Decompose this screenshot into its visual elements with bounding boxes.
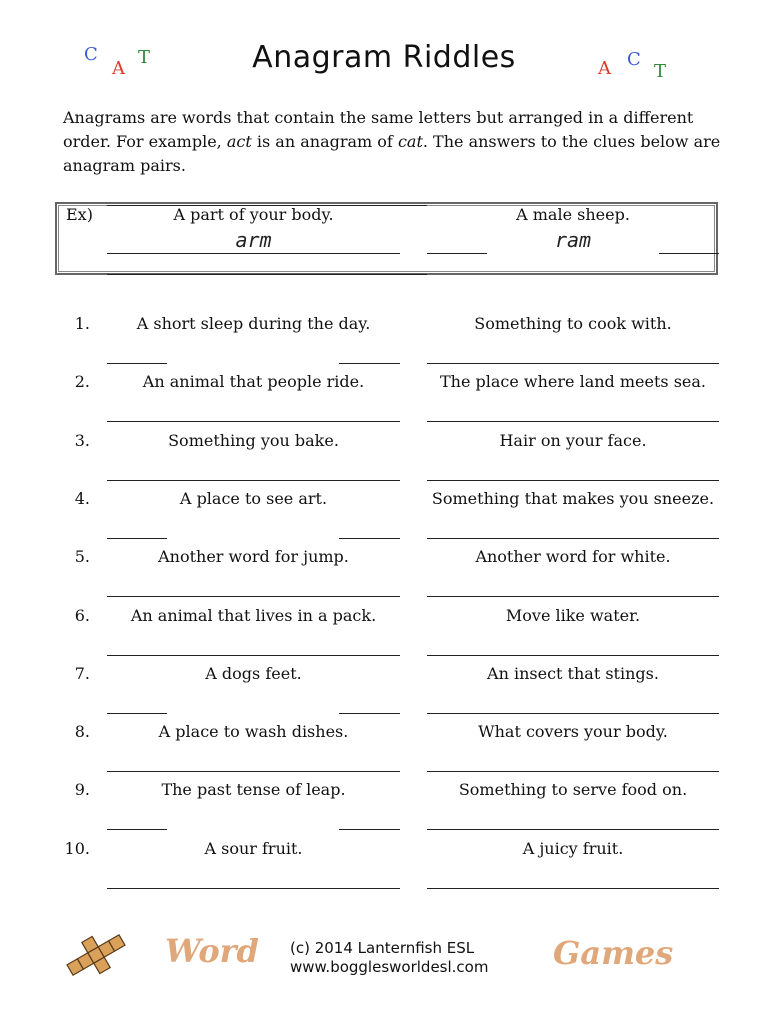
riddle-right-clue: Something that makes you sneeze.: [431, 489, 715, 508]
deco-letter-t: T: [138, 47, 151, 68]
riddle-left-answer-line[interactable]: [107, 480, 400, 481]
riddle-left-answer-line[interactable]: [107, 829, 167, 830]
riddle-left-clue: A short sleep during the day.: [136, 314, 371, 333]
riddle-right-clue: Hair on your face.: [499, 431, 647, 450]
example-bottom-rule: [107, 274, 427, 275]
riddle-left-answer-line-end[interactable]: [339, 713, 400, 714]
page-title: Anagram Riddles: [252, 40, 516, 75]
riddle-left-answer-line[interactable]: [107, 888, 400, 889]
crossword-tiles-icon: [62, 933, 130, 977]
riddle-left-answer-line[interactable]: [107, 538, 167, 539]
riddle-left-clue: An animal that people ride.: [142, 372, 365, 391]
deco-letter-t: T: [654, 61, 667, 82]
riddle-right-answer-line[interactable]: [427, 538, 719, 539]
riddle-right-clue: A juicy fruit.: [522, 839, 624, 858]
riddle-number: 7.: [74, 664, 90, 683]
riddle-left-answer-line-end[interactable]: [339, 363, 400, 364]
example-left-answer-line: [107, 253, 400, 254]
riddle-right-answer-line[interactable]: [427, 596, 719, 597]
riddle-left-answer-line[interactable]: [107, 421, 400, 422]
riddle-right-answer-line[interactable]: [427, 888, 719, 889]
riddle-number: 5.: [74, 547, 90, 566]
riddle-right-answer-line[interactable]: [427, 363, 719, 364]
footer-url[interactable]: www.bogglesworldesl.com: [290, 958, 489, 976]
riddle-right-answer-line[interactable]: [427, 655, 719, 656]
intro-paragraph: [63, 106, 723, 178]
intro-text-2: is an anagram of: [251, 132, 398, 151]
riddle-left-clue: Something you bake.: [168, 431, 339, 450]
riddle-number: 2.: [74, 372, 90, 391]
riddle-right-answer-line[interactable]: [427, 829, 719, 830]
riddle-number: 9.: [74, 780, 90, 799]
riddle-left-clue: A place to wash dishes.: [158, 722, 349, 741]
footer-copyright: (c) 2014 Lanternfish ESL: [290, 939, 475, 957]
example-right-answer-line-end: [659, 253, 719, 254]
intro-word-cat: cat: [397, 132, 423, 151]
example-right-answer: ram: [554, 228, 592, 252]
riddle-left-clue: An animal that lives in a pack.: [130, 606, 377, 625]
intro-word-act: act: [226, 132, 252, 151]
riddle-right-clue: Something to cook with.: [474, 314, 672, 333]
riddle-left-clue: Another word for jump.: [158, 547, 349, 566]
riddle-right-clue: Something to serve food on.: [458, 780, 688, 799]
riddle-left-answer-line[interactable]: [107, 771, 400, 772]
riddle-left-answer-line-end[interactable]: [339, 829, 400, 830]
riddle-right-clue: What covers your body.: [478, 722, 668, 741]
riddle-number: 3.: [74, 431, 90, 450]
riddle-left-clue: The past tense of leap.: [161, 780, 346, 799]
example-right-clue: A male sheep.: [516, 205, 630, 224]
riddle-number: 8.: [74, 722, 90, 741]
deco-letter-c: C: [627, 49, 641, 70]
deco-letter-c: C: [84, 44, 98, 65]
riddle-right-clue: The place where land meets sea.: [439, 372, 707, 391]
riddle-number: 6.: [74, 606, 90, 625]
riddle-right-answer-line[interactable]: [427, 713, 719, 714]
example-left-answer: arm: [235, 228, 272, 252]
example-left-clue: A part of your body.: [173, 205, 334, 224]
deco-letter-a: A: [598, 58, 611, 79]
riddle-left-answer-line[interactable]: [107, 655, 400, 656]
example-label: Ex): [66, 205, 93, 224]
riddle-number: 10.: [64, 839, 90, 858]
intro-text-1: Anagrams are words that contain the same letters but arranged in a different order. For example,: [63, 108, 694, 151]
example-right-answer-line: [427, 253, 487, 254]
riddle-left-answer-line-end[interactable]: [339, 538, 400, 539]
riddle-left-answer-line[interactable]: [107, 713, 167, 714]
intro-text-3: . The answers to the clues below are anagram pairs.: [63, 132, 721, 175]
footer-word-logo: Word: [165, 932, 259, 970]
riddle-number: 1.: [74, 314, 90, 333]
riddle-right-clue: Move like water.: [505, 606, 641, 625]
footer-games-logo: Games: [553, 934, 674, 972]
riddle-left-answer-line[interactable]: [107, 363, 167, 364]
riddle-left-clue: A dogs feet.: [205, 664, 302, 683]
riddle-left-clue: A place to see art.: [179, 489, 328, 508]
riddle-left-clue: A sour fruit.: [204, 839, 303, 858]
riddle-right-answer-line[interactable]: [427, 771, 719, 772]
deco-letter-a: A: [112, 58, 125, 79]
riddle-right-answer-line[interactable]: [427, 480, 719, 481]
riddle-right-clue: An insect that stings.: [487, 664, 659, 683]
riddle-number: 4.: [74, 489, 90, 508]
riddle-right-clue: Another word for white.: [475, 547, 671, 566]
riddle-left-answer-line[interactable]: [107, 596, 400, 597]
riddle-right-answer-line[interactable]: [427, 421, 719, 422]
